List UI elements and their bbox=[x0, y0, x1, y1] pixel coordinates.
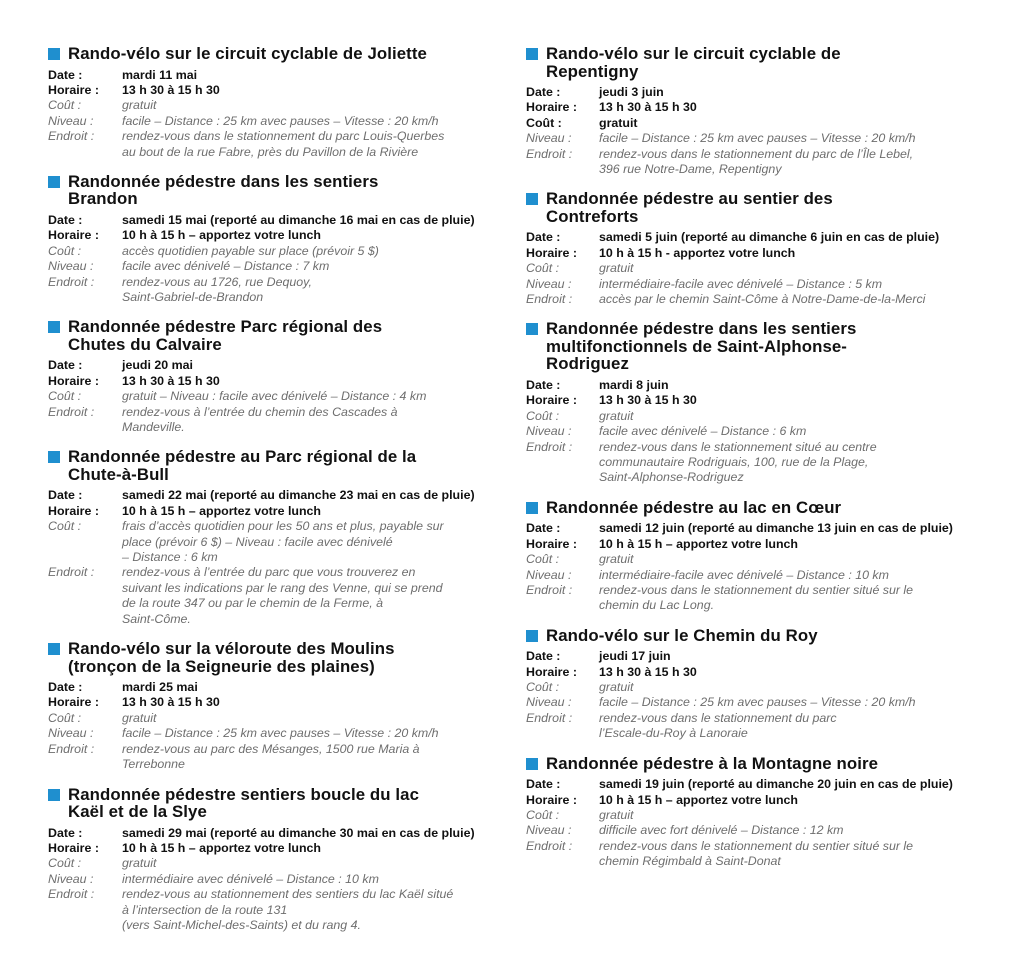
detail-value: gratuit bbox=[599, 261, 634, 276]
detail-label: Coût : bbox=[526, 115, 562, 130]
detail-value: rendez-vous dans le stationnement du parc l’Escale-du-Roy à Lanoraie bbox=[599, 710, 837, 741]
event-block bbox=[526, 45, 986, 177]
detail-value: facile – Distance : 25 km avec pauses – Vitesse : 20 km/h bbox=[599, 131, 916, 146]
detail-row bbox=[526, 839, 986, 870]
detail-value: 13 h 30 à 15 h 30 bbox=[599, 100, 697, 115]
detail-row bbox=[48, 504, 500, 519]
detail-label: Coût : bbox=[48, 856, 82, 871]
detail-label: Horaire : bbox=[48, 840, 99, 855]
event-title-text: Rando-vélo sur le circuit cyclable de Repentigny bbox=[546, 44, 841, 81]
detail-value: gratuit – Niveau : facile avec dénivelé – Distance : 4 km bbox=[122, 389, 427, 404]
detail-row bbox=[48, 887, 500, 933]
detail-label: Horaire : bbox=[48, 373, 99, 388]
detail-row bbox=[526, 393, 986, 408]
detail-label: Endroit : bbox=[48, 887, 95, 902]
detail-row bbox=[48, 275, 500, 306]
detail-row bbox=[526, 583, 986, 614]
detail-value: gratuit bbox=[599, 808, 634, 822]
detail-row bbox=[526, 695, 986, 710]
detail-label: Niveau : bbox=[48, 871, 94, 886]
detail-value: mardi 11 mai bbox=[122, 67, 198, 82]
detail-label: Coût : bbox=[526, 680, 560, 695]
blue-square-bullet-icon bbox=[526, 193, 538, 205]
detail-label: Horaire : bbox=[48, 503, 99, 518]
event-title bbox=[48, 448, 500, 483]
event-title bbox=[526, 499, 986, 517]
event-title-text: Rando-vélo sur le Chemin du Roy bbox=[546, 625, 818, 645]
detail-row bbox=[48, 228, 500, 243]
detail-label: Date : bbox=[526, 521, 561, 536]
detail-row bbox=[48, 213, 500, 228]
detail-value: rendez-vous dans le stationnement situé au centre communautaire Rodriguais, 100, rue de la Plage, Saint-Alphonse-Rodriguez bbox=[599, 439, 877, 485]
event-title bbox=[48, 640, 500, 675]
detail-label: Niveau : bbox=[48, 113, 94, 128]
detail-label: Niveau : bbox=[48, 259, 94, 274]
detail-label: Endroit : bbox=[48, 565, 95, 580]
detail-value: rendez-vous au 1726, rue Dequoy, Saint-Gabriel-de-Brandon bbox=[122, 274, 312, 304]
detail-row bbox=[526, 100, 986, 115]
detail-row bbox=[48, 826, 500, 841]
detail-value: facile – Distance : 25 km avec pauses – Vitesse : 20 km/h bbox=[599, 695, 916, 710]
detail-row bbox=[48, 726, 500, 741]
detail-label: Coût : bbox=[526, 808, 560, 822]
event-block bbox=[48, 786, 500, 934]
detail-value: samedi 15 mai (reporté au dimanche 16 mai en cas de pluie) bbox=[122, 212, 475, 227]
detail-label: Niveau : bbox=[526, 567, 572, 582]
detail-row bbox=[48, 259, 500, 274]
detail-label: Date : bbox=[48, 680, 83, 695]
detail-label: Date : bbox=[526, 85, 561, 99]
event-title-text: Rando-vélo sur la véloroute des Moulins (tronçon de la Seigneurie des plaines) bbox=[68, 639, 395, 676]
detail-value: 13 h 30 à 15 h 30 bbox=[122, 695, 220, 710]
detail-label: Endroit : bbox=[48, 274, 95, 289]
detail-label: Niveau : bbox=[526, 131, 572, 146]
event-title-text: Randonnée pédestre au lac en Cœur bbox=[546, 497, 842, 517]
detail-row bbox=[526, 230, 986, 245]
detail-row bbox=[48, 856, 500, 871]
detail-label: Niveau : bbox=[48, 726, 94, 741]
detail-label: Endroit : bbox=[526, 838, 573, 853]
event-block bbox=[48, 448, 500, 627]
detail-value: facile avec dénivelé – Distance : 6 km bbox=[599, 424, 807, 439]
detail-value: intermédiaire-facile avec dénivelé – Distance : 5 km bbox=[599, 276, 883, 291]
detail-row bbox=[48, 711, 500, 726]
event-title bbox=[48, 786, 500, 821]
detail-label: Endroit : bbox=[526, 146, 573, 161]
detail-value: facile – Distance : 25 km avec pauses – Vitesse : 20 km/h bbox=[122, 113, 439, 128]
blue-square-bullet-icon bbox=[526, 48, 538, 60]
detail-label: Date : bbox=[526, 649, 561, 664]
detail-label: Niveau : bbox=[526, 695, 572, 710]
detail-row bbox=[48, 695, 500, 710]
blue-square-bullet-icon bbox=[48, 176, 60, 188]
event-title-text: Randonnée pédestre au Parc régional de la Chute-à-Bull bbox=[68, 447, 417, 484]
detail-label: Date : bbox=[48, 212, 83, 227]
detail-row bbox=[48, 114, 500, 129]
event-title bbox=[526, 190, 986, 225]
detail-label: Horaire : bbox=[526, 245, 577, 260]
detail-row bbox=[48, 872, 500, 887]
detail-row bbox=[526, 292, 986, 307]
detail-label: Coût : bbox=[48, 243, 82, 258]
left-column bbox=[48, 45, 500, 946]
detail-row bbox=[526, 808, 986, 823]
event-block bbox=[526, 320, 986, 485]
detail-row bbox=[526, 85, 986, 100]
detail-label: Niveau : bbox=[526, 276, 572, 291]
event-title-text: Randonnée pédestre à la Montagne noire bbox=[546, 753, 879, 773]
detail-label: Horaire : bbox=[526, 664, 577, 679]
detail-value: samedi 19 juin (reporté au dimanche 20 juin en cas de pluie) bbox=[599, 777, 953, 792]
detail-label: Horaire : bbox=[48, 695, 99, 710]
blue-square-bullet-icon bbox=[48, 789, 60, 801]
detail-label: Endroit : bbox=[526, 710, 573, 725]
detail-row bbox=[48, 488, 500, 503]
detail-row bbox=[48, 389, 500, 404]
detail-row bbox=[48, 742, 500, 773]
detail-row bbox=[526, 649, 986, 664]
event-block bbox=[526, 499, 986, 614]
detail-row bbox=[48, 374, 500, 389]
detail-label: Endroit : bbox=[48, 404, 95, 419]
detail-label: Date : bbox=[48, 825, 83, 840]
detail-row bbox=[48, 841, 500, 856]
detail-value: frais d’accès quotidien pour les 50 ans et plus, payable sur place (prévoir 6 $) – Niveau : facile avec dénivelé – Distance : 6 km bbox=[122, 519, 444, 565]
event-block bbox=[48, 318, 500, 435]
event-title bbox=[526, 45, 986, 80]
detail-row bbox=[526, 440, 986, 486]
blue-square-bullet-icon bbox=[48, 643, 60, 655]
detail-value: jeudi 17 juin bbox=[599, 649, 671, 664]
detail-value: gratuit bbox=[599, 552, 634, 567]
detail-value: rendez-vous à l’entrée du chemin des Cascades à Mandeville. bbox=[122, 404, 398, 434]
detail-value: rendez-vous dans le stationnement du sentier situé sur le chemin Régimbald à Saint-Donat bbox=[599, 838, 914, 869]
detail-value: mardi 8 juin bbox=[599, 377, 669, 392]
detail-row bbox=[48, 565, 500, 627]
right-column bbox=[526, 45, 986, 883]
detail-value: rendez-vous à l’entrée du parc que vous trouverez en suivant les indications par le rang des Venne, qui se prend de la route 347 ou par le chemin de la Ferme, à Saint-Côme. bbox=[122, 565, 443, 626]
detail-row bbox=[48, 519, 500, 565]
detail-row bbox=[48, 98, 500, 113]
detail-value: 13 h 30 à 15 h 30 bbox=[122, 373, 220, 388]
detail-value: 10 h à 15 h – apportez votre lunch bbox=[599, 536, 798, 551]
event-title bbox=[48, 173, 500, 208]
detail-row bbox=[48, 405, 500, 436]
detail-label: Date : bbox=[48, 488, 83, 503]
detail-row bbox=[526, 665, 986, 680]
detail-value: rendez-vous au stationnement des sentiers du lac Kaël situé à l’intersection de la route 131 (vers Saint-Michel-des-Saints) et du rang 4. bbox=[122, 887, 454, 932]
detail-value: gratuit bbox=[599, 680, 634, 695]
event-block bbox=[526, 190, 986, 307]
detail-row bbox=[48, 358, 500, 373]
detail-value: gratuit bbox=[599, 408, 634, 423]
blue-square-bullet-icon bbox=[48, 451, 60, 463]
detail-row bbox=[526, 711, 986, 742]
event-title-text: Randonnée pédestre Parc régional des Chutes du Calvaire bbox=[68, 317, 383, 354]
detail-label: Coût : bbox=[526, 408, 560, 423]
detail-label: Date : bbox=[48, 358, 83, 373]
detail-label: Coût : bbox=[48, 710, 82, 725]
blue-square-bullet-icon bbox=[526, 758, 538, 770]
event-block bbox=[48, 45, 500, 160]
detail-label: Coût : bbox=[48, 98, 82, 113]
event-title-text: Randonnée pédestre sentiers boucle du lac Kaël et de la Slye bbox=[68, 784, 420, 821]
event-title-text: Randonnée pédestre dans les sentiers multifonctionnels de Saint-Alphonse- Rodriguez bbox=[546, 319, 857, 374]
detail-row bbox=[526, 793, 986, 808]
detail-value: facile – Distance : 25 km avec pauses – Vitesse : 20 km/h bbox=[122, 726, 439, 741]
detail-label: Coût : bbox=[526, 261, 560, 276]
detail-value: difficile avec fort dénivelé – Distance : 12 km bbox=[599, 823, 844, 838]
detail-label: Endroit : bbox=[526, 292, 573, 307]
event-title-text: Randonnée pédestre dans les sentiers Brandon bbox=[68, 171, 379, 209]
detail-row bbox=[48, 244, 500, 259]
detail-value: gratuit bbox=[122, 98, 157, 113]
detail-row bbox=[526, 823, 986, 838]
detail-row bbox=[526, 147, 986, 178]
detail-label: Coût : bbox=[526, 552, 560, 567]
detail-value: accès par le chemin Saint-Côme à Notre-Dame-de-la-Merci bbox=[599, 292, 926, 307]
detail-value: gratuit bbox=[599, 115, 638, 130]
detail-row bbox=[526, 131, 986, 146]
event-block bbox=[48, 173, 500, 305]
detail-label: Horaire : bbox=[526, 393, 577, 408]
detail-label: Endroit : bbox=[526, 439, 573, 454]
detail-value: samedi 29 mai (reporté au dimanche 30 mai en cas de pluie) bbox=[122, 825, 475, 840]
detail-label: Endroit : bbox=[48, 741, 95, 756]
detail-label: Coût : bbox=[48, 389, 82, 404]
detail-value: 10 h à 15 h – apportez votre lunch bbox=[122, 840, 321, 855]
detail-label: Endroit : bbox=[526, 582, 573, 597]
blue-square-bullet-icon bbox=[48, 321, 60, 333]
detail-label: Horaire : bbox=[48, 82, 99, 97]
detail-label: Niveau : bbox=[526, 823, 572, 838]
detail-row bbox=[48, 83, 500, 98]
detail-value: rendez-vous dans le stationnement du sentier situé sur le chemin du Lac Long. bbox=[599, 582, 914, 613]
event-block bbox=[526, 755, 986, 870]
detail-row bbox=[48, 68, 500, 83]
detail-value: gratuit bbox=[122, 710, 157, 725]
detail-value: jeudi 20 mai bbox=[122, 358, 193, 373]
detail-row bbox=[526, 378, 986, 393]
event-block bbox=[526, 627, 986, 742]
detail-row bbox=[48, 129, 500, 160]
detail-value: accès quotidien payable sur place (prévoir 5 $) bbox=[122, 243, 379, 258]
detail-value: rendez-vous dans le stationnement du parc de l’Île Lebel, 396 rue Notre-Dame, Repentigny bbox=[599, 146, 914, 177]
event-title bbox=[48, 318, 500, 353]
detail-value: gratuit bbox=[122, 856, 157, 871]
detail-value: jeudi 3 juin bbox=[599, 85, 664, 99]
detail-value: mardi 25 mai bbox=[122, 680, 198, 695]
detail-value: intermédiaire avec dénivelé – Distance : 10 km bbox=[122, 871, 379, 886]
detail-value: samedi 22 mai (reporté au dimanche 23 mai en cas de pluie) bbox=[122, 488, 475, 503]
detail-row bbox=[526, 552, 986, 567]
detail-label: Horaire : bbox=[48, 228, 99, 243]
detail-value: 10 h à 15 h - apportez votre lunch bbox=[599, 245, 796, 260]
detail-label: Date : bbox=[526, 230, 561, 245]
blue-square-bullet-icon bbox=[526, 630, 538, 642]
detail-label: Date : bbox=[526, 777, 561, 792]
detail-label: Date : bbox=[526, 377, 561, 392]
detail-label: Horaire : bbox=[526, 536, 577, 551]
event-title bbox=[526, 627, 986, 645]
detail-row bbox=[526, 777, 986, 792]
blue-square-bullet-icon bbox=[526, 323, 538, 335]
detail-value: 10 h à 15 h – apportez votre lunch bbox=[599, 792, 798, 807]
event-title bbox=[48, 45, 500, 63]
blue-square-bullet-icon bbox=[48, 48, 60, 60]
detail-label: Date : bbox=[48, 67, 83, 82]
event-title-text: Randonnée pédestre au sentier des Contreforts bbox=[546, 189, 833, 226]
detail-value: samedi 12 juin (reporté au dimanche 13 juin en cas de pluie) bbox=[599, 521, 953, 536]
detail-value: 10 h à 15 h – apportez votre lunch bbox=[122, 228, 321, 243]
detail-row bbox=[526, 246, 986, 261]
detail-row bbox=[526, 521, 986, 536]
detail-value: facile avec dénivelé – Distance : 7 km bbox=[122, 259, 330, 274]
detail-label: Coût : bbox=[48, 519, 82, 534]
detail-value: samedi 5 juin (reporté au dimanche 6 juin en cas de pluie) bbox=[599, 230, 940, 245]
detail-value: 13 h 30 à 15 h 30 bbox=[599, 393, 697, 408]
detail-label: Horaire : bbox=[526, 100, 577, 115]
event-block bbox=[48, 640, 500, 772]
detail-value: rendez-vous dans le stationnement du parc Louis-Querbes au bout de la rue Fabre, près du Pavillon de la Rivière bbox=[122, 129, 445, 159]
detail-label: Endroit : bbox=[48, 129, 95, 144]
detail-value: 13 h 30 à 15 h 30 bbox=[599, 664, 697, 679]
detail-row bbox=[526, 409, 986, 424]
detail-value: 13 h 30 à 15 h 30 bbox=[122, 82, 220, 97]
event-title-text: Rando-vélo sur le circuit cyclable de Joliette bbox=[68, 44, 427, 63]
detail-value: rendez-vous au parc des Mésanges, 1500 rue Maria à Terrebonne bbox=[122, 741, 420, 772]
detail-label: Niveau : bbox=[526, 424, 572, 439]
detail-row bbox=[526, 261, 986, 276]
detail-row bbox=[526, 680, 986, 695]
detail-row bbox=[526, 277, 986, 292]
detail-value: 10 h à 15 h – apportez votre lunch bbox=[122, 503, 321, 518]
detail-label: Horaire : bbox=[526, 792, 577, 807]
blue-square-bullet-icon bbox=[526, 502, 538, 514]
detail-row bbox=[526, 424, 986, 439]
detail-row bbox=[48, 680, 500, 695]
detail-row bbox=[526, 537, 986, 552]
detail-row bbox=[526, 568, 986, 583]
detail-row bbox=[526, 116, 986, 131]
event-title bbox=[526, 755, 986, 773]
detail-value: intermédiaire-facile avec dénivelé – Distance : 10 km bbox=[599, 567, 889, 582]
event-title bbox=[526, 320, 986, 373]
